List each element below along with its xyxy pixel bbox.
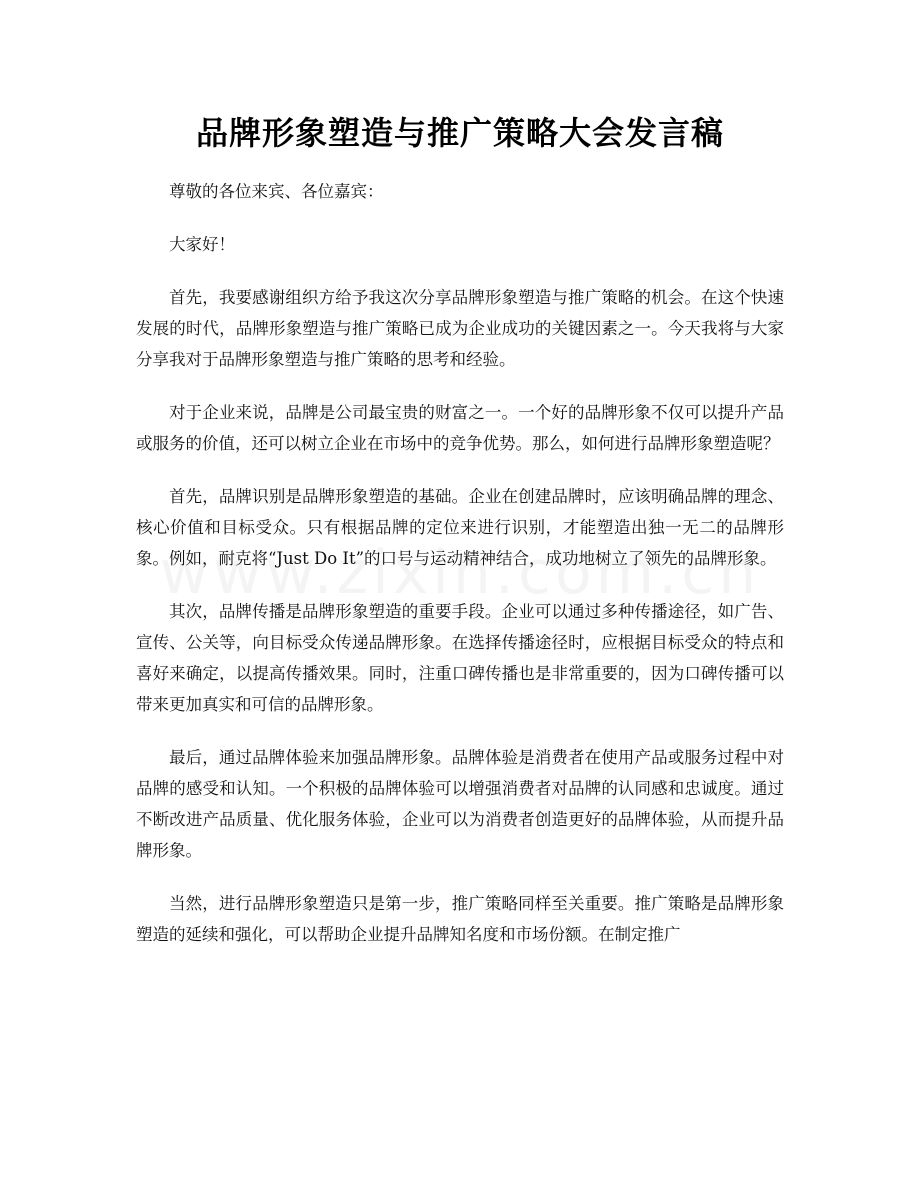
paragraph-brand-identity: 首先，品牌识别是品牌形象塑造的基础。企业在创建品牌时，应该明确品牌的理念、核心价值和目标受众。只有根据品牌的定位来进行识别，才能塑造出独一无二的品牌形象。例如，耐克将“Just Do It”的口号与运动精神结合，成功地树立了领先的品牌形象。 <box>136 487 784 568</box>
paragraph-brand-value: 对于企业来说，品牌是公司最宝贵的财富之一。一个好的品牌形象不仅可以提升产品或服务的价值，还可以树立企业在市场中的竞争优势。那么，如何进行品牌形象塑造呢？ <box>136 403 784 453</box>
greeting: 大家好！ <box>169 235 235 254</box>
paragraph-promotion-strategy: 当然，进行品牌形象塑造只是第一步，推广策略同样至关重要。推广策略是品牌形象塑造的延续和强化，可以帮助企业提升品牌知名度和市场份额。在制定推广 <box>136 894 784 944</box>
document-body <box>136 176 784 950</box>
paragraph-brand-communication: 其次，品牌传播是品牌形象塑造的重要手段。企业可以通过多种传播途径，如广告、宣传、公关等，向目标受众传递品牌形象。在选择传播途径时，应根据目标受众的特点和喜好来确定，以提高传播效果。同时，注重口碑传播也是非常重要的，因为口碑传播可以带来更加真实和可信的品牌形象。 <box>136 602 784 714</box>
document-title: 品牌形象塑造与推广策略大会发言稿 <box>195 114 724 152</box>
paragraph-brand-experience: 最后，通过品牌体验来加强品牌形象。品牌体验是消费者在使用产品或服务过程中对品牌的感受和认知。一个积极的品牌体验可以增强消费者对品牌的认同感和忠诚度。通过不断改进产品质量、优化服务体验，企业可以为消费者创造更好的品牌体验，从而提升品牌形象。 <box>136 748 784 860</box>
salutation: 尊敬的各位来宾、各位嘉宾： <box>169 182 384 201</box>
paragraph-intro: 首先，我要感谢组织方给予我这次分享品牌形象塑造与推广策略的机会。在这个快速发展的时代，品牌形象塑造与推广策略已成为企业成功的关键因素之一。今天我将与大家分享我对于品牌形象塑造与推广策略的思考和经验。 <box>136 288 784 369</box>
